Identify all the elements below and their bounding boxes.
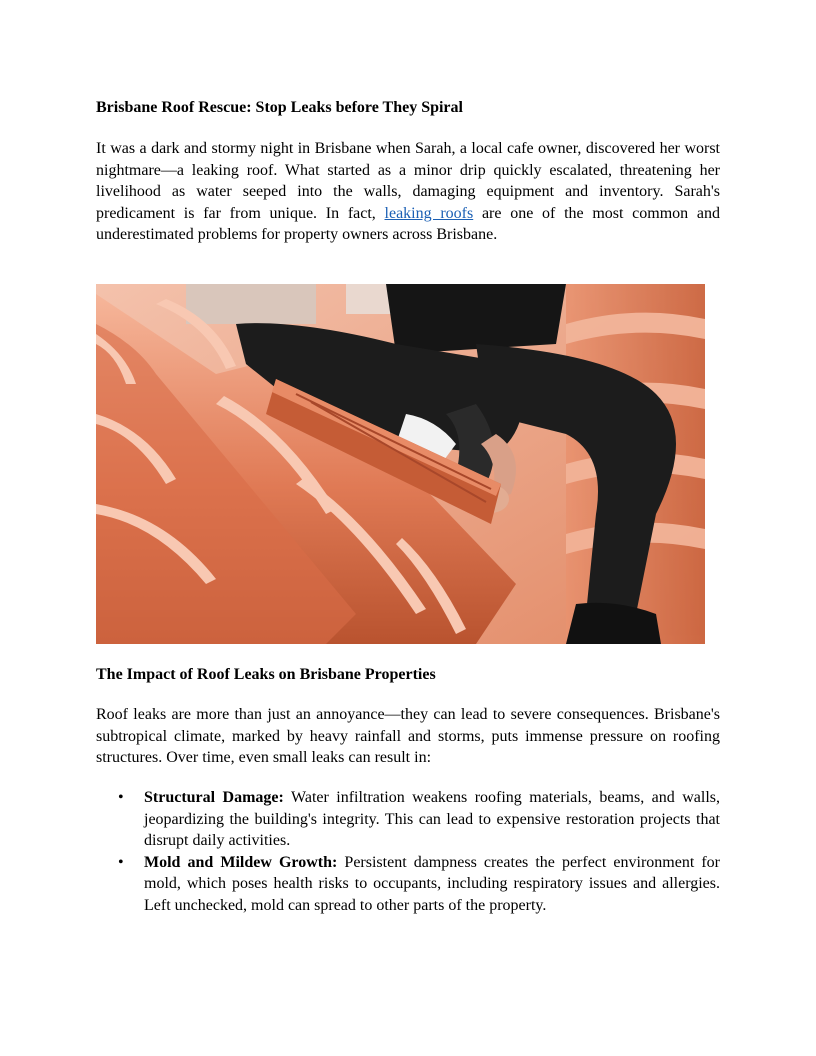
roofer-photo [96, 284, 705, 644]
intro-text-before-link: It was a dark and stormy night in Brisbane when Sarah, a local cafe owner, discovered her worst nightmare—a leaking roof. What started as a minor drip quickly escalated, threatening her livelihood as water seeped into the walls, damaging equipment and inventory. Sarah's predicament is far from unique. In fact, [96, 140, 720, 222]
bullet-glyph: • [118, 789, 124, 806]
intro-text-after-link: are one of the most common and underestimated problems for property owners across Brisbane. [96, 204, 720, 243]
document-title: Brisbane Roof Rescue: Stop Leaks before They Spiral [96, 99, 463, 116]
consequence-list [96, 787, 720, 916]
list-item-term: Structural Damage: [144, 789, 284, 806]
impact-paragraph: Roof leaks are more than just an annoyance—they can lead to severe consequences. Brisbane's subtropical climate, marked by heavy rainfall and storms, puts immense pressure on roofing structures. Over time, even small leaks can result in: [96, 706, 720, 766]
list-item-term: Mold and Mildew Growth: [144, 853, 338, 871]
roofer-photo-illustration [96, 284, 705, 644]
list-item-text: Persistent dampness creates the perfect environment for mold, which poses health risks to occupants, including respiratory issues and allergies. Left unchecked, mold can spread to other parts of the property. [144, 853, 721, 914]
section-title: The Impact of Roof Leaks on Brisbane Properties [96, 666, 436, 683]
intro-paragraph [96, 138, 720, 246]
list-item [96, 787, 720, 852]
list-item-text: Water infiltration weakens roofing materials, beams, and walls, jeopardizing the building's integrity. This can lead to expensive restoration projects that disrupt daily activities. [144, 789, 721, 849]
bullet-glyph: • [118, 853, 124, 871]
list-item [96, 852, 720, 917]
leaking-roofs-link[interactable]: leaking roofs [384, 204, 474, 222]
